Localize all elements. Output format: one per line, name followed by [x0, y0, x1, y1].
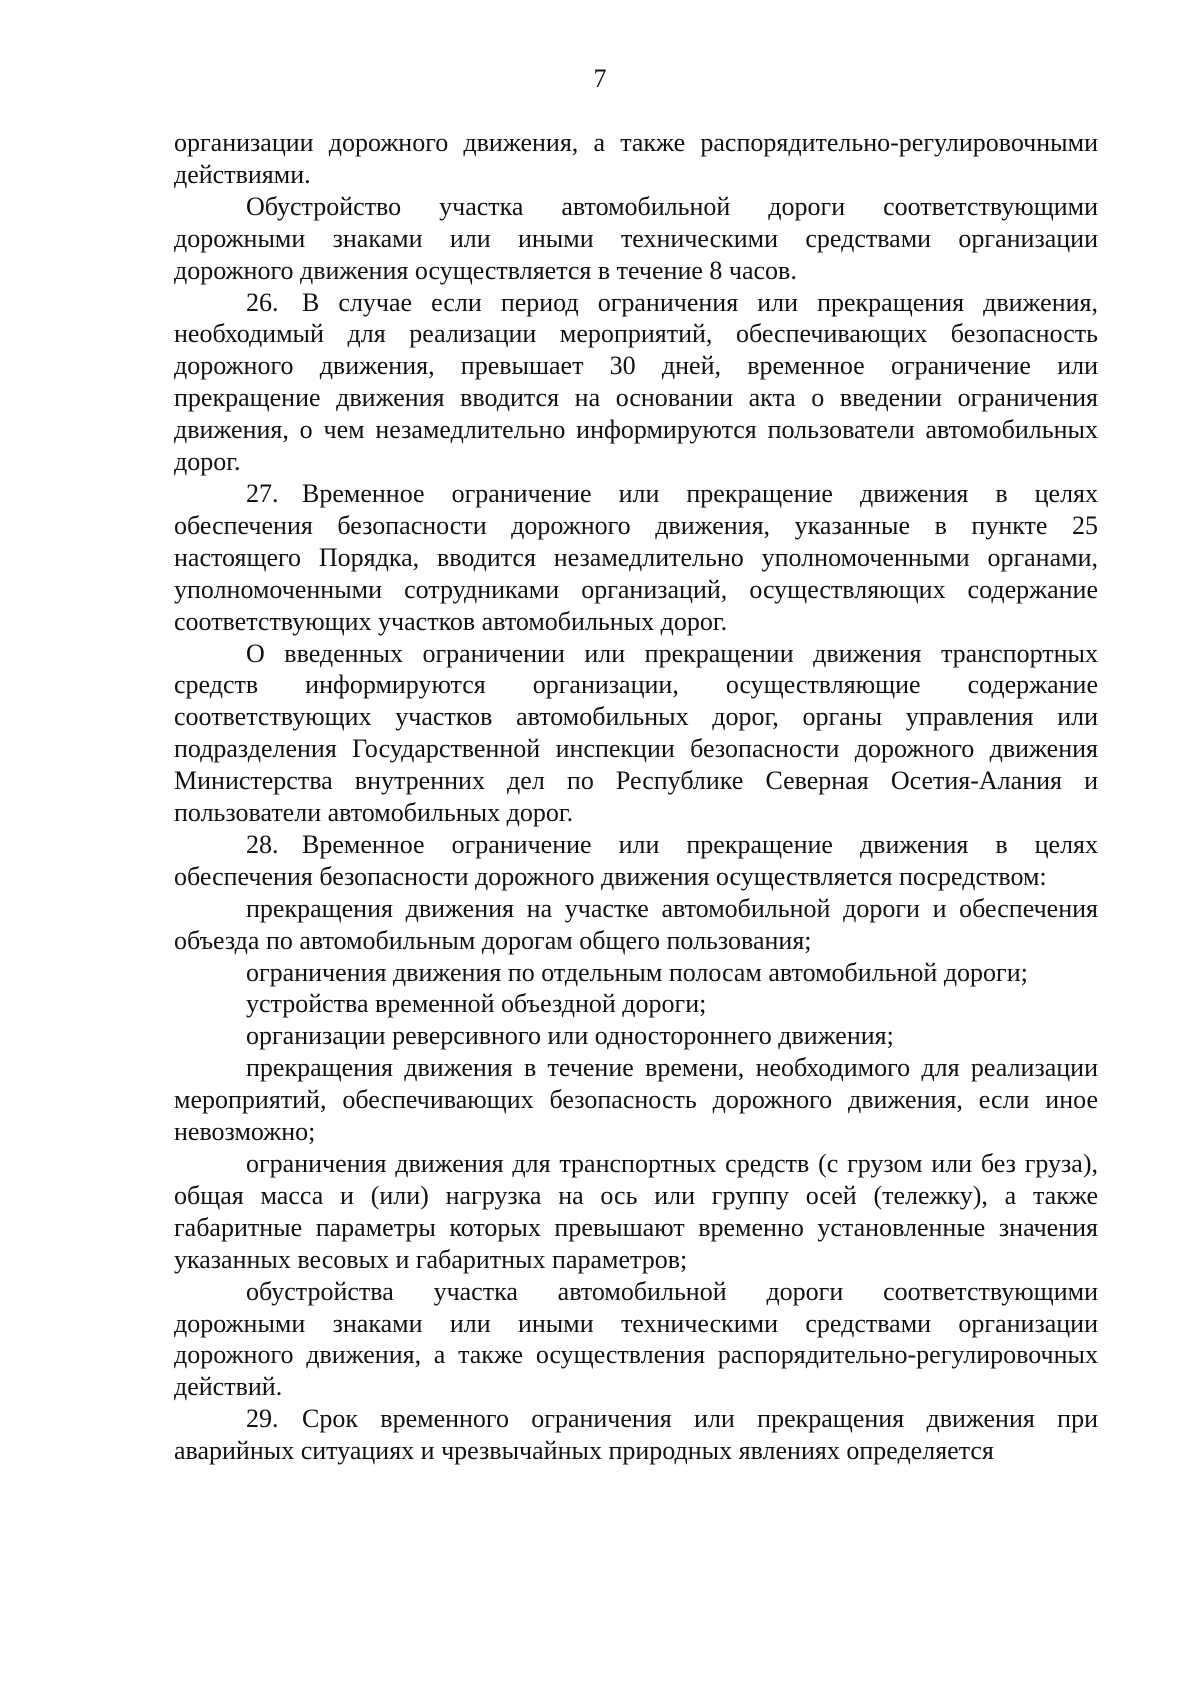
paragraph-road-signs-installation: Обустройство участка автомобильной дороги соответствующими дорожными знаками или иными техническими средствами организации дорожного движения осуществляется в течение 8 часов. — [174, 191, 1098, 285]
clause-number: 29. — [246, 1404, 279, 1434]
clause-number: 28. — [246, 829, 279, 859]
list-item: прекращения движения на участке автомобильной дороги и обеспечения объезда по автомобильным дорогам общего пользования; — [174, 893, 1098, 955]
list-item: ограничения движения для транспортных средств (с грузом или без груза), общая масса и (или) нагрузка на ось или группу осей (тележку), а также габаритные параметры которых превышают временно установленные значения указанных весовых и габаритных параметров; — [174, 1149, 1098, 1274]
clause-27 — [174, 478, 1098, 638]
paragraph-information-notice: О введенных ограничении или прекращении движения транспортных средств информируются организации, осуществляющие содержание соответствующих участков автомобильных дорог, органы управления или подразделения Государственной инспекции безопасности дорожного движения Министерства внутренних дел по Республике Северная Осетия-Алания и пользователи автомобильных дорог. — [174, 638, 1098, 828]
list-item: ограничения движения по отдельным полосам автомобильной дороги; — [246, 957, 1028, 987]
document-body — [174, 127, 1098, 1467]
clause-26 — [174, 287, 1098, 478]
clause-28 — [174, 829, 1098, 893]
clause-text: В случае если период ограничения или прекращения движения, необходимый для реализации мероприятий, обеспечивающих безопасность дорожного движения, превышает 30 дней, временное ограничение или прекращение движения вводится на основании акта о введении ограничения движения, о чем незамедлительно информируются пользователи автомобильных дорог. — [174, 287, 1098, 477]
list-item: обустройства участка автомобильной дороги соответствующими дорожными знаками или иными техническими средствами организации дорожного движения, а также осуществления распорядительно-регулировочных действий. — [174, 1276, 1098, 1402]
clause-number: 27. — [246, 478, 279, 508]
list-item: устройства временной объездной дороги; — [246, 989, 707, 1019]
clause-29 — [174, 1403, 1098, 1467]
clause-number: 26. — [246, 287, 279, 317]
list-item: организации реверсивного или одностороннего движения; — [246, 1021, 894, 1051]
clause-text: Срок временного ограничения или прекращения движения при аварийных ситуациях и чрезвычайных природных явлениях определяется — [174, 1404, 1098, 1466]
page-number: 7 — [593, 64, 607, 93]
list-item: прекращения движения в течение времени, необходимого для реализации мероприятий, обеспечивающих безопасность дорожного движения, если иное невозможно; — [174, 1053, 1098, 1147]
clause-text: Временное ограничение или прекращение движения в целях обеспечения безопасности дорожного движения осуществляется посредством: — [174, 829, 1098, 891]
clause-text: Временное ограничение или прекращение движения в целях обеспечения безопасности дорожного движения, указанные в пункте 25 настоящего Порядка, вводится незамедлительно уполномоченными органами, уполномоченными сотрудниками организаций, осуществляющих содержание соответствующих участков автомобильных дорог. — [174, 478, 1098, 636]
paragraph-continuation: организации дорожного движения, а также распорядительно-регулировочными действиями. — [174, 128, 1098, 189]
